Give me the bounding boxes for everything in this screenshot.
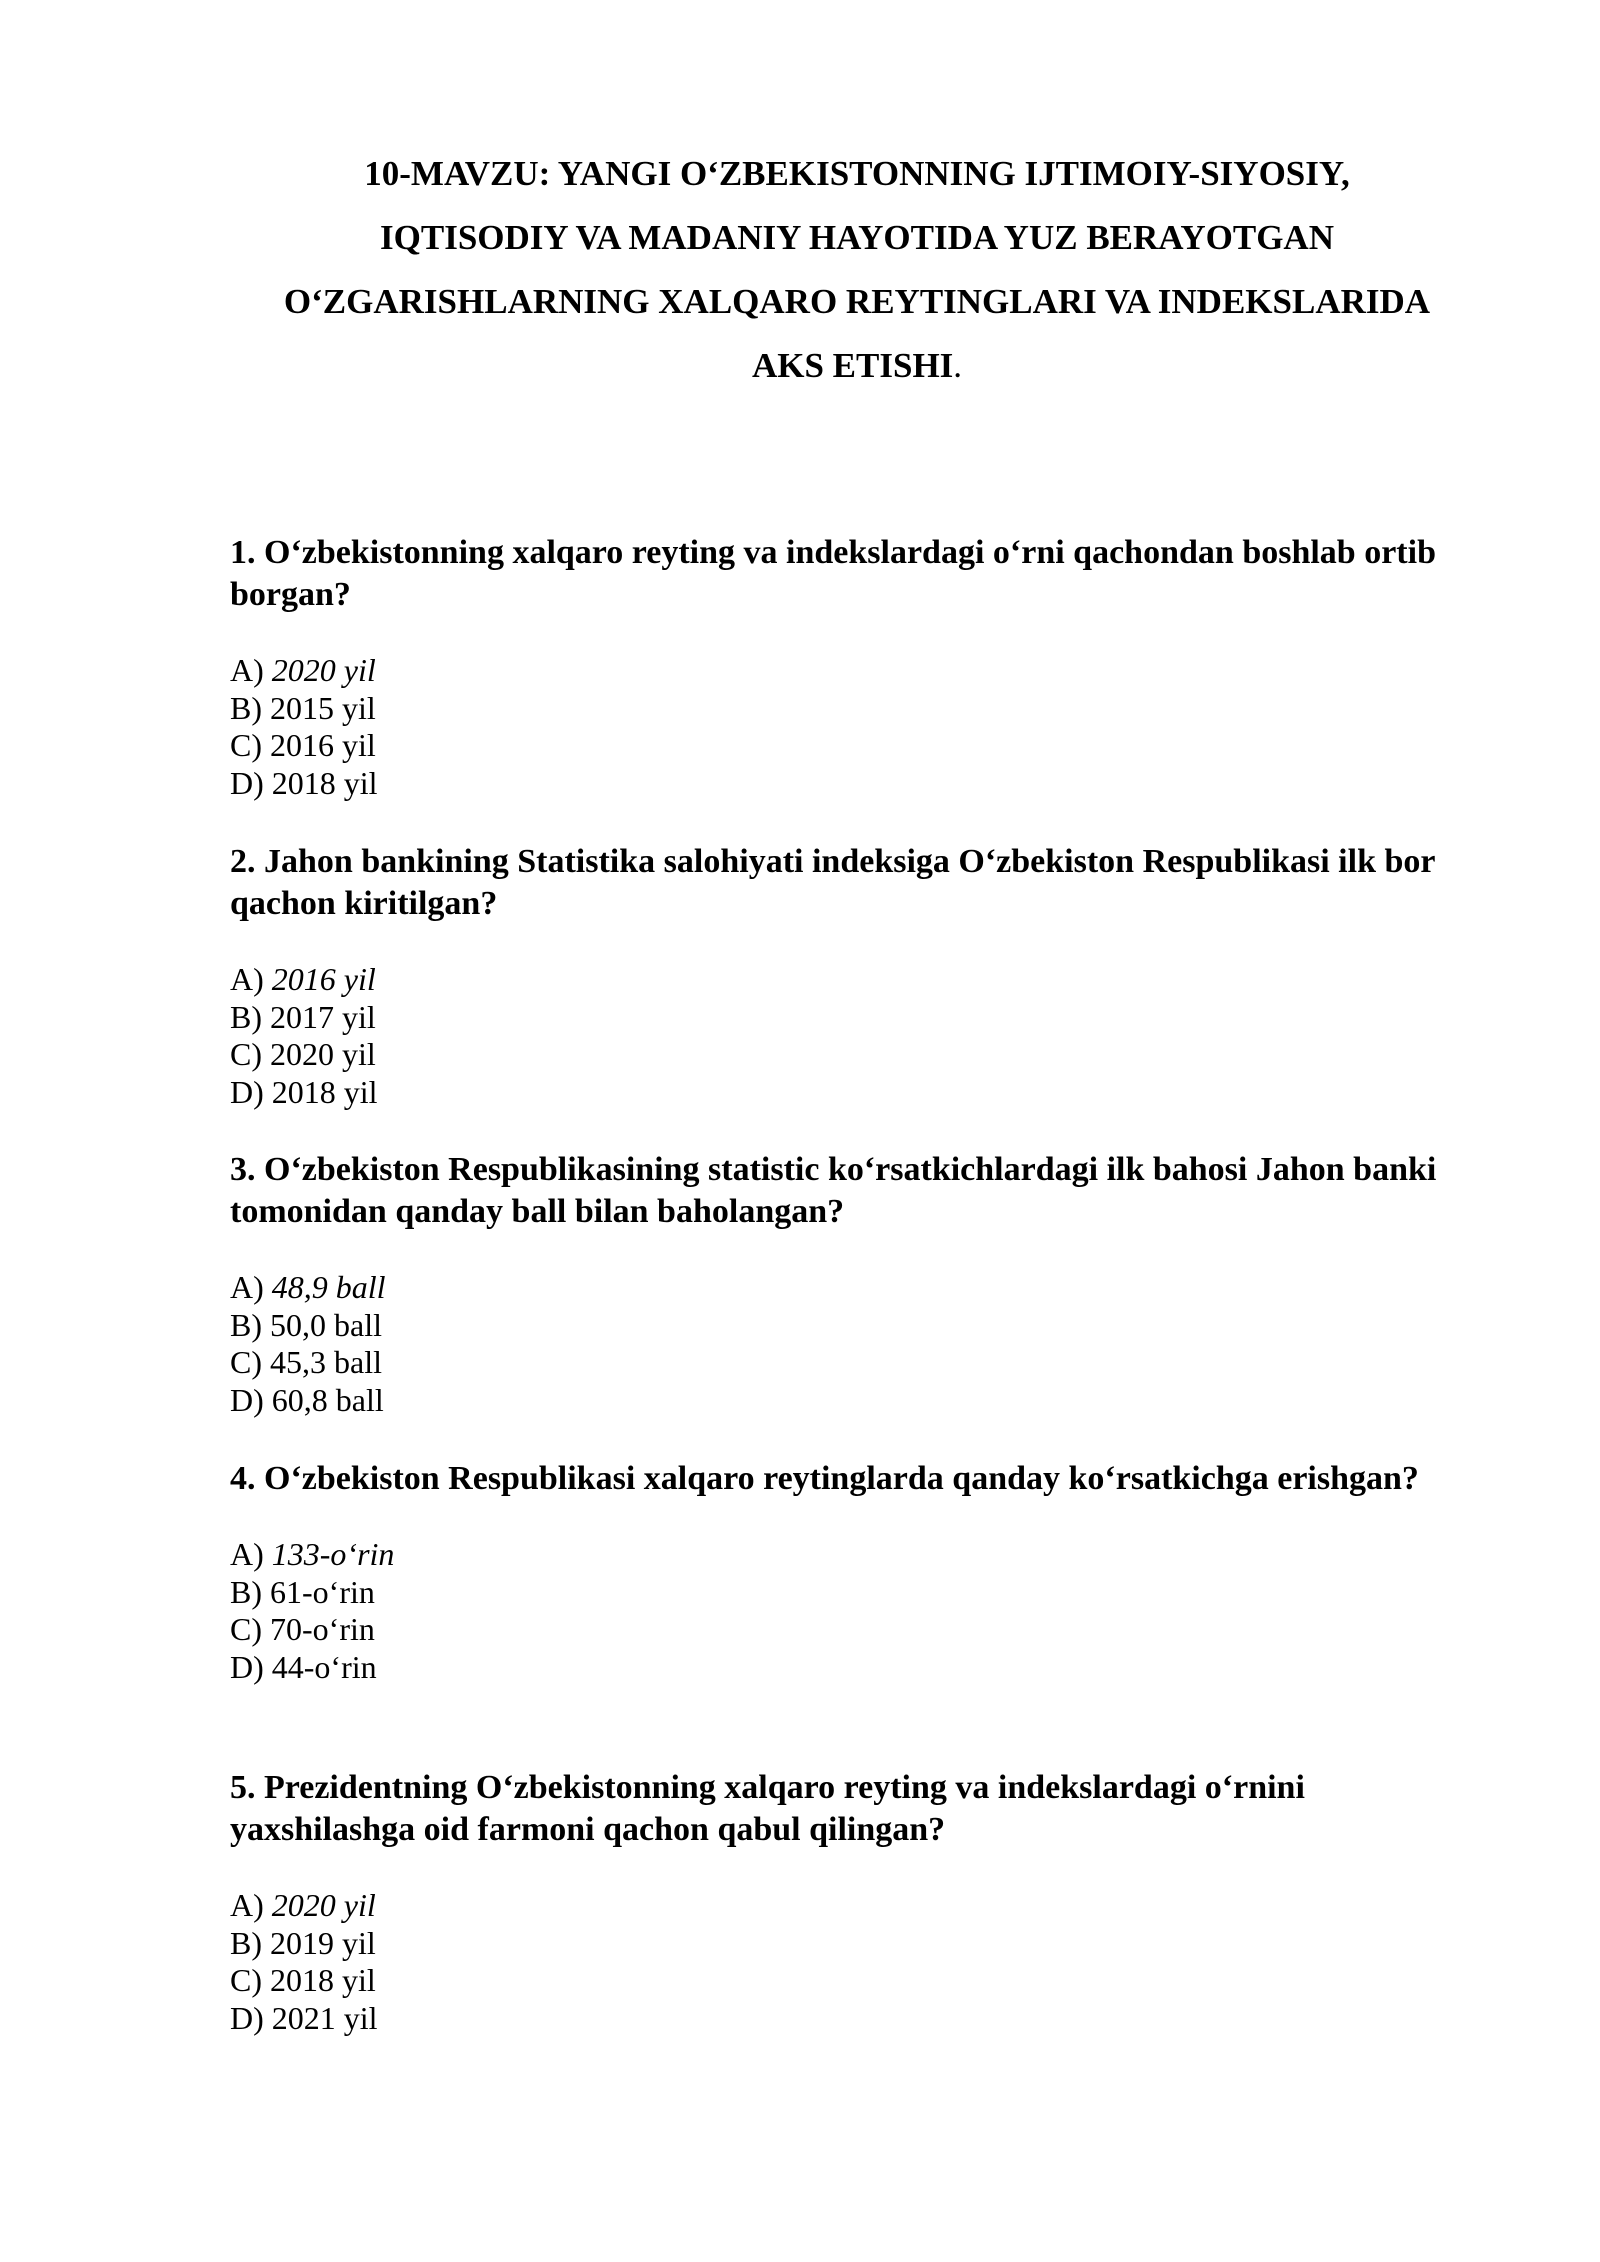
answer-letter: A): [230, 652, 264, 688]
answer-option: [230, 1649, 1470, 1687]
title-line: 10-MAVZU: YANGI O‘ZBEKISTONNING IJTIMOIY-SIYOSIY,: [364, 154, 1350, 193]
question-text: 2. Jahon bankining Statistika salohiyati indeksiga O‘zbekiston Respublikasi ilk bor qachon kiritilgan?: [230, 843, 1435, 922]
answer-letter: A): [230, 1536, 264, 1572]
question-text: 5. Prezidentning O‘zbekistonning xalqaro reyting va indekslardagi o‘rnini yaxshilashga oid farmoni qachon qabul qilingan?: [230, 1769, 1305, 1848]
answer-text: 133-o‘rin: [271, 1536, 395, 1572]
answer-letter: B): [230, 1573, 262, 1610]
answer-letter: C): [230, 1344, 262, 1380]
answer-option: [230, 765, 1470, 803]
answer-option: [230, 1925, 1470, 1963]
answer-option: [230, 2000, 1470, 2038]
question-block: [230, 1458, 1470, 1686]
answer-letter: B): [230, 689, 262, 726]
answer-option: [230, 652, 1470, 690]
answer-text: 48,9 ball: [271, 1269, 386, 1305]
answer-text: 50,0 ball: [270, 1306, 382, 1343]
answer-list: [230, 1887, 1470, 2037]
answer-letter: B): [230, 998, 262, 1035]
answer-option: [230, 1382, 1470, 1420]
answer-text: 44-o‘rin: [271, 1648, 377, 1685]
answer-option: [230, 1074, 1470, 1112]
answer-letter: B): [230, 1306, 262, 1343]
answer-letter: A): [230, 1269, 264, 1305]
question-block: [230, 1767, 1470, 2037]
answer-letter: D): [230, 1073, 264, 1110]
answer-letter: A): [230, 961, 264, 997]
answer-letter: D): [230, 1381, 264, 1418]
answer-text: 2021 yil: [271, 1999, 378, 2036]
answer-letter: C): [230, 727, 262, 763]
document-title: [232, 142, 1482, 398]
answer-text: 2020 yil: [271, 652, 376, 688]
answer-text: 2018 yil: [270, 1962, 376, 1998]
answer-option: [230, 1536, 1470, 1574]
answer-letter: D): [230, 764, 264, 801]
answer-option: [230, 1269, 1470, 1307]
answer-option: [230, 1574, 1470, 1612]
answer-text: 2020 yil: [271, 1887, 376, 1923]
answer-text: 2019 yil: [270, 1924, 376, 1961]
answer-text: 2017 yil: [270, 998, 376, 1035]
answer-text: 2016 yil: [270, 727, 376, 763]
answer-option: [230, 1611, 1470, 1649]
question-text: 3. O‘zbekiston Respublikasining statistic ko‘rsatkichlardagi ilk bahosi Jahon banki tomonidan qanday ball bilan baholangan?: [230, 1151, 1437, 1230]
title-period: .: [953, 346, 963, 385]
answer-option: [230, 1307, 1470, 1345]
answer-option: [230, 690, 1470, 728]
title-line: IQTISODIY VA MADANIY HAYOTIDA YUZ BERAYOTGAN: [380, 218, 1334, 257]
answer-list: [230, 961, 1470, 1111]
answer-text: 2015 yil: [270, 689, 376, 726]
answer-letter: D): [230, 1648, 264, 1685]
answer-list: [230, 1536, 1470, 1686]
answer-letter: D): [230, 1999, 264, 2036]
answer-list: [230, 652, 1470, 802]
answer-text: 2018 yil: [271, 764, 378, 801]
answer-text: 60,8 ball: [271, 1381, 384, 1418]
title-line: O‘ZGARISHLARNING XALQARO REYTINGLARI VA INDEKSLARIDA: [283, 282, 1431, 321]
question-text: 4. O‘zbekiston Respublikasi xalqaro reytinglarda qanday ko‘rsatkichga erishgan?: [230, 1460, 1419, 1497]
answer-list: [230, 1269, 1470, 1419]
answer-option: [230, 999, 1470, 1037]
answer-option: [230, 1344, 1470, 1382]
answer-letter: C): [230, 1962, 262, 1998]
title-line-last: [232, 334, 1482, 398]
answer-text: 70-o‘rin: [270, 1611, 375, 1647]
question-block: [230, 841, 1470, 1111]
answer-letter: C): [230, 1611, 262, 1647]
answer-letter: C): [230, 1036, 262, 1072]
answer-option: [230, 1036, 1470, 1074]
answer-text: 45,3 ball: [270, 1344, 382, 1380]
answer-letter: B): [230, 1924, 262, 1961]
question-block: [230, 532, 1470, 802]
answer-text: 2016 yil: [271, 961, 376, 997]
answer-text: 2020 yil: [270, 1036, 376, 1072]
answer-option: [230, 727, 1470, 765]
question-text: 1. O‘zbekistonning xalqaro reyting va indekslardagi o‘rni qachondan boshlab ortib borgan?: [230, 534, 1436, 613]
question-block: [230, 1149, 1470, 1419]
answer-letter: A): [230, 1887, 264, 1923]
answer-option: [230, 961, 1470, 999]
answer-option: [230, 1887, 1470, 1925]
title-line-text: AKS ETISHI: [751, 346, 954, 385]
answer-option: [230, 1962, 1470, 2000]
answer-text: 61-o‘rin: [270, 1573, 375, 1610]
answer-text: 2018 yil: [271, 1073, 378, 1110]
